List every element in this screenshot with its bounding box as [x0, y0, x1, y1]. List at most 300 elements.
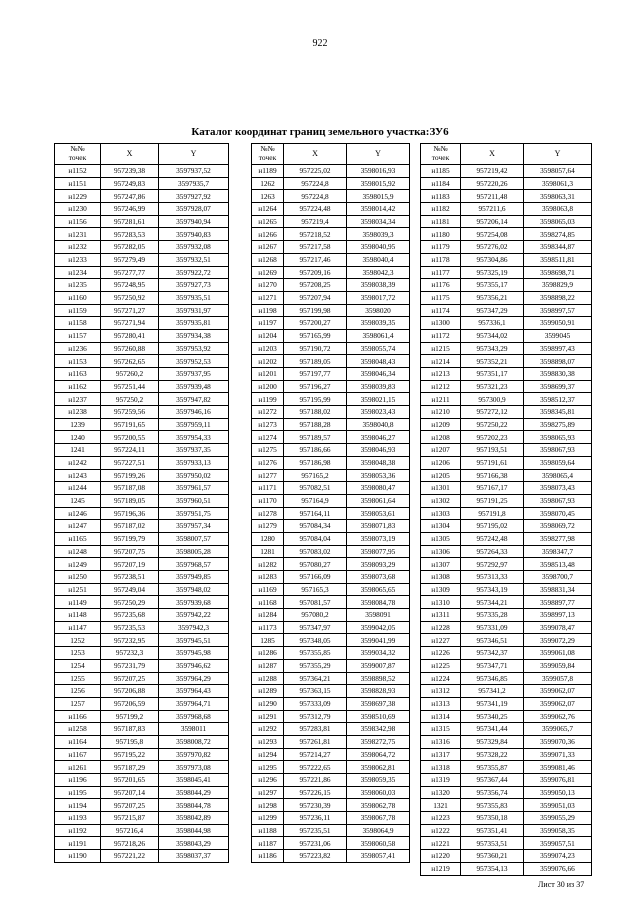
table-row: [421, 659, 592, 672]
x-coordinate-cell: 957283,81: [284, 723, 347, 736]
x-coordinate-cell: 957187,83: [101, 723, 159, 736]
header-point-number: [421, 144, 461, 165]
y-coordinate-cell: 3597939,48: [159, 380, 229, 393]
x-coordinate-cell: 957328,22: [461, 748, 524, 761]
y-coordinate-cell: 3598057,41: [347, 850, 410, 863]
table-row: [421, 697, 592, 710]
x-coordinate-cell: 957360,21: [461, 850, 524, 863]
y-coordinate-cell: 3597945,98: [159, 647, 229, 660]
table-row: [252, 545, 410, 558]
x-coordinate-cell: 957236,11: [284, 812, 347, 825]
y-coordinate-cell: 3597968,57: [159, 558, 229, 571]
point-number-cell: н1298: [252, 799, 284, 812]
x-coordinate-cell: 957235,68: [101, 609, 159, 622]
point-number-cell: н1284: [252, 609, 284, 622]
header-x: X: [284, 144, 347, 165]
x-coordinate-cell: 957333,09: [284, 697, 347, 710]
y-coordinate-cell: 3599057,8: [524, 672, 592, 685]
point-number-cell: н1296: [252, 774, 284, 787]
x-coordinate-cell: 957312,79: [284, 710, 347, 723]
x-coordinate-cell: 957331,09: [461, 621, 524, 634]
point-number-cell: н1250: [55, 571, 101, 584]
x-coordinate-cell: 957189,05: [284, 355, 347, 368]
y-coordinate-cell: 3598277,98: [524, 532, 592, 545]
y-coordinate-cell: 3598048,43: [347, 355, 410, 368]
table-row: [252, 507, 410, 520]
x-coordinate-cell: 957220,26: [461, 177, 524, 190]
x-coordinate-cell: 957201,65: [101, 774, 159, 787]
x-coordinate-cell: 957272,12: [461, 406, 524, 419]
point-number-cell: н1230: [55, 203, 101, 216]
point-number-cell: н1224: [421, 672, 461, 685]
point-number-cell: н1286: [252, 647, 284, 660]
y-coordinate-cell: 3599041,99: [347, 634, 410, 647]
point-number-cell: н1149: [55, 596, 101, 609]
table-row: [421, 710, 592, 723]
y-coordinate-cell: 3597945,51: [159, 634, 229, 647]
y-coordinate-cell: 3598064,9: [347, 824, 410, 837]
point-number-cell: н1308: [421, 571, 461, 584]
point-number-cell: н1196: [55, 774, 101, 787]
y-coordinate-cell: 3598017,72: [347, 291, 410, 304]
y-coordinate-cell: 3598039,83: [347, 380, 410, 393]
y-coordinate-cell: 3597932,51: [159, 253, 229, 266]
table-row: [252, 253, 410, 266]
point-number-cell: н1233: [55, 253, 101, 266]
y-coordinate-cell: 3598046,34: [347, 368, 410, 381]
sheet-footer: Лист 30 из 37: [538, 880, 585, 889]
table-row: [55, 266, 229, 279]
table-row: [55, 710, 229, 723]
table-row: [252, 799, 410, 812]
y-coordinate-cell: 3599074,23: [524, 850, 592, 863]
y-coordinate-cell: 3598065,03: [524, 215, 592, 228]
table-row: [252, 748, 410, 761]
table-row: [55, 748, 229, 761]
table-row: [252, 558, 410, 571]
table-row: [55, 685, 229, 698]
y-coordinate-cell: 3598062,78: [347, 799, 410, 812]
header-num-line1: №№: [433, 144, 448, 154]
x-coordinate-cell: 957346,51: [461, 634, 524, 647]
x-coordinate-cell: 957279,49: [101, 253, 159, 266]
y-coordinate-cell: 3598093,29: [347, 558, 410, 571]
x-coordinate-cell: 957186,98: [284, 456, 347, 469]
y-coordinate-cell: 3598065,93: [524, 431, 592, 444]
x-coordinate-cell: 957083,02: [284, 545, 347, 558]
point-number-cell: н1177: [421, 266, 461, 279]
table-row: [252, 659, 410, 672]
table-row: [252, 355, 410, 368]
point-number-cell: н1272: [252, 406, 284, 419]
table-row: [252, 444, 410, 457]
y-coordinate-cell: 3598070,45: [524, 507, 592, 520]
table-row: [421, 215, 592, 228]
table-row: [252, 329, 410, 342]
x-coordinate-cell: 957211,48: [461, 190, 524, 203]
table-row: [55, 596, 229, 609]
x-coordinate-cell: 957202,23: [461, 431, 524, 444]
point-number-cell: н1274: [252, 431, 284, 444]
point-number-cell: н1153: [55, 355, 101, 368]
table-row: [55, 672, 229, 685]
point-number-cell: н1179: [421, 241, 461, 254]
table-row: [421, 368, 592, 381]
table-row: [421, 672, 592, 685]
x-coordinate-cell: 957164,11: [284, 507, 347, 520]
y-coordinate-cell: 3598038,39: [347, 279, 410, 292]
table-row: [421, 165, 592, 178]
x-coordinate-cell: 957341,2: [461, 685, 524, 698]
x-coordinate-cell: 957348,05: [284, 634, 347, 647]
x-coordinate-cell: 957207,25: [101, 799, 159, 812]
y-coordinate-cell: 3598048,38: [347, 456, 410, 469]
x-coordinate-cell: 957226,15: [284, 786, 347, 799]
point-number-cell: н1292: [252, 723, 284, 736]
table-row: [252, 304, 410, 317]
table-row: [421, 812, 592, 825]
table-row: [252, 583, 410, 596]
y-coordinate-cell: 3597957,34: [159, 520, 229, 533]
point-number-cell: н1283: [252, 571, 284, 584]
point-number-cell: 1257: [55, 697, 101, 710]
header-num-line2: точек: [258, 153, 277, 162]
y-coordinate-cell: 3597934,38: [159, 329, 229, 342]
x-coordinate-cell: 957206,59: [101, 697, 159, 710]
y-coordinate-cell: 3597964,29: [159, 672, 229, 685]
x-coordinate-cell: 957260,88: [101, 342, 159, 355]
x-coordinate-cell: 957232,3: [101, 647, 159, 660]
page-number: 922: [312, 38, 328, 49]
x-coordinate-cell: 957200,55: [101, 431, 159, 444]
y-coordinate-cell: 3597922,72: [159, 266, 229, 279]
x-coordinate-cell: 957221,22: [101, 850, 159, 863]
point-number-cell: н1168: [252, 596, 284, 609]
point-number-cell: н1205: [421, 469, 461, 482]
y-coordinate-cell: 3597931,97: [159, 304, 229, 317]
table-row: [55, 850, 229, 863]
y-coordinate-cell: 3598067,93: [524, 444, 592, 457]
x-coordinate-cell: 957354,13: [461, 862, 524, 875]
point-number-cell: н1266: [252, 228, 284, 241]
y-coordinate-cell: 3599007,87: [347, 659, 410, 672]
y-coordinate-cell: 3597970,82: [159, 748, 229, 761]
point-number-cell: н1213: [421, 368, 461, 381]
y-coordinate-cell: 3599062,07: [524, 697, 592, 710]
table-row: [55, 520, 229, 533]
table-row: [421, 609, 592, 622]
point-number-cell: н1174: [421, 304, 461, 317]
point-number-cell: н1173: [252, 621, 284, 634]
x-coordinate-cell: 957347,71: [461, 659, 524, 672]
table-row: [421, 444, 592, 457]
point-number-cell: н1244: [55, 482, 101, 495]
table-row: [252, 368, 410, 381]
x-coordinate-cell: 957193,51: [461, 444, 524, 457]
table-row: [252, 177, 410, 190]
y-coordinate-cell: 3598073,19: [347, 532, 410, 545]
point-number-cell: н1220: [421, 850, 461, 863]
y-coordinate-cell: 3598037,37: [159, 850, 229, 863]
point-number-cell: 1321: [421, 799, 461, 812]
table-row: [421, 520, 592, 533]
table-row: [252, 571, 410, 584]
table-row: [252, 165, 410, 178]
x-coordinate-cell: 957080,2: [284, 609, 347, 622]
table-row: [421, 291, 592, 304]
point-number-cell: н1291: [252, 710, 284, 723]
y-coordinate-cell: 3597948,02: [159, 583, 229, 596]
point-number-cell: н1199: [252, 393, 284, 406]
x-coordinate-cell: 957343,19: [461, 583, 524, 596]
point-number-cell: н1200: [252, 380, 284, 393]
table-row: [252, 532, 410, 545]
header-num-line1: №№: [260, 144, 275, 154]
table-row: [421, 304, 592, 317]
table-row: [55, 165, 229, 178]
point-number-cell: н1316: [421, 735, 461, 748]
x-coordinate-cell: 957347,97: [284, 621, 347, 634]
x-coordinate-cell: 957304,86: [461, 253, 524, 266]
point-number-cell: 1240: [55, 431, 101, 444]
x-coordinate-cell: 957353,51: [461, 837, 524, 850]
point-number-cell: н1306: [421, 545, 461, 558]
point-number-cell: 1253: [55, 647, 101, 660]
x-coordinate-cell: 957250,92: [101, 291, 159, 304]
point-number-cell: н1211: [421, 393, 461, 406]
x-coordinate-cell: 957261,81: [284, 735, 347, 748]
x-coordinate-cell: 957218,26: [101, 837, 159, 850]
y-coordinate-cell: 3598997,13: [524, 609, 592, 622]
table-row: [55, 558, 229, 571]
table-row: [55, 228, 229, 241]
coordinates-table-2: [251, 143, 410, 863]
point-number-cell: н1271: [252, 291, 284, 304]
point-number-cell: н1147: [55, 621, 101, 634]
point-number-cell: н1209: [421, 418, 461, 431]
point-number-cell: н1148: [55, 609, 101, 622]
y-coordinate-cell: 3598699,37: [524, 380, 592, 393]
point-number-cell: н1290: [252, 697, 284, 710]
x-coordinate-cell: 957199,98: [284, 304, 347, 317]
x-coordinate-cell: 957355,83: [461, 799, 524, 812]
table-row: [55, 583, 229, 596]
y-coordinate-cell: 3598055,74: [347, 342, 410, 355]
point-number-cell: н1162: [55, 380, 101, 393]
point-number-cell: 1256: [55, 685, 101, 698]
table-row: [421, 532, 592, 545]
y-coordinate-cell: 3597935,51: [159, 291, 229, 304]
table-row: [252, 380, 410, 393]
table-row: [55, 735, 229, 748]
table-row: [55, 177, 229, 190]
point-number-cell: н1247: [55, 520, 101, 533]
y-coordinate-cell: 3597932,08: [159, 241, 229, 254]
table-row: [421, 558, 592, 571]
x-coordinate-cell: 957225,02: [284, 165, 347, 178]
table-row: [421, 748, 592, 761]
x-coordinate-cell: 957166,38: [461, 469, 524, 482]
point-number-cell: н1236: [55, 342, 101, 355]
y-coordinate-cell: 3598342,98: [347, 723, 410, 736]
table-row: [55, 190, 229, 203]
point-number-cell: н1312: [421, 685, 461, 698]
x-coordinate-cell: 957080,27: [284, 558, 347, 571]
table-row: [252, 228, 410, 241]
point-number-cell: н1242: [55, 456, 101, 469]
y-coordinate-cell: 3598830,38: [524, 368, 592, 381]
table-row: [421, 431, 592, 444]
x-coordinate-cell: 957254,08: [461, 228, 524, 241]
y-coordinate-cell: 3599050,13: [524, 786, 592, 799]
header-num-line2: точек: [431, 153, 450, 162]
x-coordinate-cell: 957329,84: [461, 735, 524, 748]
x-coordinate-cell: 957195,22: [101, 748, 159, 761]
x-coordinate-cell: 957235,53: [101, 621, 159, 634]
table-row: [252, 710, 410, 723]
y-coordinate-cell: 3599076,81: [524, 774, 592, 787]
table-row: [421, 456, 592, 469]
y-coordinate-cell: 3597951,75: [159, 507, 229, 520]
point-number-cell: н1318: [421, 761, 461, 774]
y-coordinate-cell: 3597927,73: [159, 279, 229, 292]
x-coordinate-cell: 957224,48: [284, 203, 347, 216]
x-coordinate-cell: 957199,26: [101, 469, 159, 482]
point-number-cell: н1273: [252, 418, 284, 431]
x-coordinate-cell: 957343,29: [461, 342, 524, 355]
y-coordinate-cell: 3598697,38: [347, 697, 410, 710]
y-coordinate-cell: 3598039,35: [347, 317, 410, 330]
y-coordinate-cell: 3597928,07: [159, 203, 229, 216]
point-number-cell: н1228: [421, 621, 461, 634]
y-coordinate-cell: 3598053,36: [347, 469, 410, 482]
table-row: [55, 355, 229, 368]
y-coordinate-cell: 3597940,94: [159, 215, 229, 228]
point-number-cell: н1303: [421, 507, 461, 520]
y-coordinate-cell: 3599058,35: [524, 824, 592, 837]
table-row: [252, 812, 410, 825]
x-coordinate-cell: 957187,08: [101, 482, 159, 495]
x-coordinate-cell: 957262,65: [101, 355, 159, 368]
x-coordinate-cell: 957264,33: [461, 545, 524, 558]
y-coordinate-cell: 3597964,71: [159, 697, 229, 710]
x-coordinate-cell: 957217,46: [284, 253, 347, 266]
x-coordinate-cell: 957191,8: [461, 507, 524, 520]
y-coordinate-cell: 3598039,3: [347, 228, 410, 241]
point-number-cell: н1319: [421, 774, 461, 787]
coordinates-table-1: [54, 143, 229, 863]
y-coordinate-cell: 3598065,65: [347, 583, 410, 596]
y-coordinate-cell: 3598011: [159, 723, 229, 736]
table-row: [252, 723, 410, 736]
y-coordinate-cell: 3597949,85: [159, 571, 229, 584]
point-number-cell: н1317: [421, 748, 461, 761]
point-number-cell: н1248: [55, 545, 101, 558]
point-number-cell: н1311: [421, 609, 461, 622]
table-row: [421, 203, 592, 216]
x-coordinate-cell: 957344,21: [461, 596, 524, 609]
table-row: [252, 393, 410, 406]
table-row: [252, 266, 410, 279]
point-number-cell: н1289: [252, 685, 284, 698]
x-coordinate-cell: 957221,86: [284, 774, 347, 787]
table-row: [252, 786, 410, 799]
table-row: [252, 697, 410, 710]
point-number-cell: н1189: [252, 165, 284, 178]
x-coordinate-cell: 957271,27: [101, 304, 159, 317]
y-coordinate-cell: 3598061,3: [524, 177, 592, 190]
y-coordinate-cell: 3598034,34: [347, 215, 410, 228]
point-number-cell: н1309: [421, 583, 461, 596]
y-coordinate-cell: 3597937,35: [159, 444, 229, 457]
table-row: [421, 253, 592, 266]
table-row: [252, 735, 410, 748]
y-coordinate-cell: 3598061,64: [347, 494, 410, 507]
x-coordinate-cell: 957081,57: [284, 596, 347, 609]
point-number-cell: н1261: [55, 761, 101, 774]
table-row: [421, 342, 592, 355]
y-coordinate-cell: 3598511,81: [524, 253, 592, 266]
point-number-cell: н1151: [55, 177, 101, 190]
y-coordinate-cell: 3598067,78: [347, 812, 410, 825]
table-row: [421, 355, 592, 368]
point-number-cell: н1223: [421, 812, 461, 825]
y-coordinate-cell: 3598272,75: [347, 735, 410, 748]
x-coordinate-cell: 957355,29: [284, 659, 347, 672]
x-coordinate-cell: 957219,42: [461, 165, 524, 178]
point-number-cell: н1193: [55, 812, 101, 825]
x-coordinate-cell: 957207,14: [101, 786, 159, 799]
y-coordinate-cell: 3597964,43: [159, 685, 229, 698]
y-coordinate-cell: 3598828,93: [347, 685, 410, 698]
table-row: [55, 507, 229, 520]
y-coordinate-cell: 3598073,68: [347, 571, 410, 584]
point-number-cell: н1201: [252, 368, 284, 381]
y-coordinate-cell: 3598044,78: [159, 799, 229, 812]
y-coordinate-cell: 3599078,47: [524, 621, 592, 634]
y-coordinate-cell: 3598005,28: [159, 545, 229, 558]
y-coordinate-cell: 3599045: [524, 329, 592, 342]
point-number-cell: н1267: [252, 241, 284, 254]
point-number-cell: н1295: [252, 761, 284, 774]
y-coordinate-cell: 3597937,95: [159, 368, 229, 381]
y-coordinate-cell: 3598044,98: [159, 824, 229, 837]
point-number-cell: н1226: [421, 647, 461, 660]
table-row: [421, 507, 592, 520]
point-number-cell: н1302: [421, 494, 461, 507]
y-coordinate-cell: 3598700,7: [524, 571, 592, 584]
x-coordinate-cell: 957199,2: [101, 710, 159, 723]
table-row: [421, 799, 592, 812]
y-coordinate-cell: 3598275,89: [524, 418, 592, 431]
header-point-number: [55, 144, 101, 165]
y-coordinate-cell: 3598062,81: [347, 761, 410, 774]
point-number-cell: 1280: [252, 532, 284, 545]
x-coordinate-cell: 957186,66: [284, 444, 347, 457]
point-number-cell: н1187: [252, 837, 284, 850]
point-number-cell: н1163: [55, 368, 101, 381]
table-row: [55, 393, 229, 406]
point-number-cell: н1194: [55, 799, 101, 812]
x-coordinate-cell: 957250,22: [461, 418, 524, 431]
y-coordinate-cell: 3599062,07: [524, 685, 592, 698]
x-coordinate-cell: 957207,75: [101, 545, 159, 558]
table-row: [421, 761, 592, 774]
point-number-cell: н1258: [55, 723, 101, 736]
y-coordinate-cell: 3598067,93: [524, 494, 592, 507]
point-number-cell: н1188: [252, 824, 284, 837]
y-coordinate-cell: 3598008,72: [159, 735, 229, 748]
